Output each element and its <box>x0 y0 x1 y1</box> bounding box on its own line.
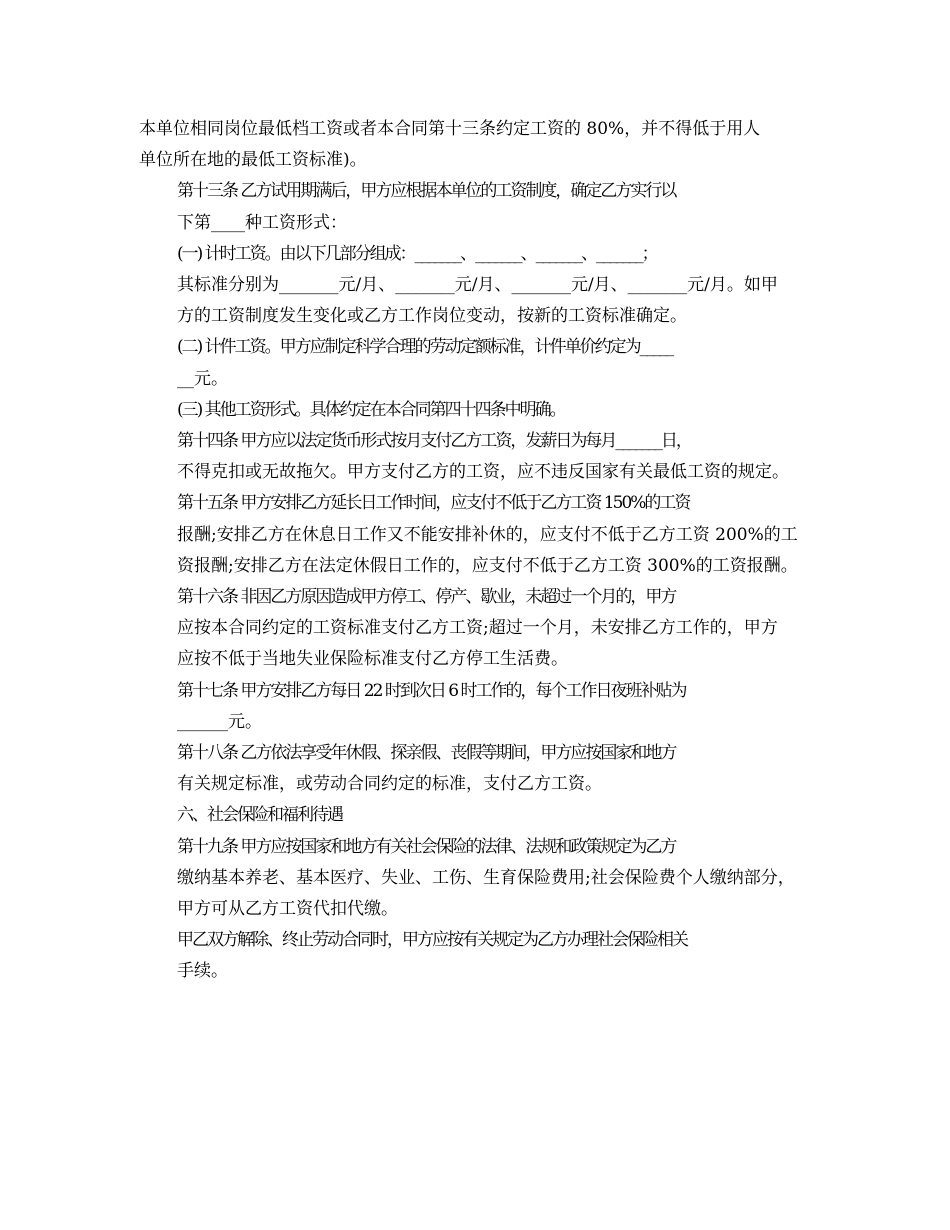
text-line: 第十五条 甲方安排乙方延长日工作时间，应支付不低于乙方工资 150%的工资 <box>177 493 690 514</box>
paragraph-art-13-1 <box>139 239 813 333</box>
paragraph-p-continuation <box>139 114 813 176</box>
text-line: (一) 计时工资。由以下几部分组成：_______、_______、_______、_______； <box>177 243 657 264</box>
paragraph-art-19-b <box>139 925 813 987</box>
text-line: __元。 <box>177 368 228 389</box>
text-line: 甲乙双方解除、终止劳动合同时，甲方应按有关规定为乙方办理社会保险相关 <box>177 930 687 951</box>
text-line: (二) 计件工资。甲方应制定科学合理的劳动定额标准，计件单价约定为_____ <box>177 337 673 358</box>
paragraph-art-14 <box>139 426 813 488</box>
text-line: 下第____种工资形式： <box>177 212 347 233</box>
text-line: 报酬;安排乙方在休息日工作又不能安排补休的，应支付不低于乙方工资 200%的工 <box>177 524 798 545</box>
paragraph-art-18 <box>139 738 813 800</box>
text-line: 单位所在地的最低工资标准)。 <box>139 150 367 171</box>
text-line: 应按不低于当地失业保险标准支付乙方停工生活费。 <box>177 649 568 670</box>
document-body <box>139 114 813 988</box>
paragraph-art-13-3 <box>139 395 813 426</box>
text-line: 不得克扣或无故拖欠。甲方支付乙方的工资，应不违反国家有关最低工资的规定。 <box>177 462 789 483</box>
paragraph-art-13 <box>139 176 813 238</box>
paragraph-art-13-2 <box>139 332 813 394</box>
text-line: 方的工资制度发生变化或乙方工作岗位变动，按新的工资标准确定。 <box>177 306 687 327</box>
text-line: 缴纳基本养老、基本医疗、失业、工伤、生育保险费用;社会保险费个人缴纳部分， <box>177 867 795 888</box>
text-line: 手续。 <box>177 961 228 982</box>
paragraph-art-17 <box>139 676 813 738</box>
paragraph-art-15 <box>139 488 813 582</box>
text-line: 第十四条 甲方应以法定货币形式按月支付乙方工资，发薪日为每月_______日， <box>177 431 691 452</box>
text-line: 第十九条 甲方应按国家和地方有关社会保险的法律、法规和政策规定为乙方 <box>177 836 676 857</box>
text-line: (三) 其他工资形式。具体约定在本合同第四十四条中明确。 <box>177 399 565 420</box>
paragraph-art-19 <box>139 832 813 926</box>
paragraph-art-16 <box>139 582 813 676</box>
text-line: 第十三条 乙方试用期满后，甲方应根据本单位的工资制度，确定乙方实行以 <box>177 181 676 202</box>
text-line: ______元。 <box>177 711 262 732</box>
text-line: 资报酬;安排乙方在法定休假日工作的，应支付不低于乙方工资 300%的工资报酬。 <box>177 555 798 576</box>
text-line: 有关规定标准，或劳动合同约定的标准，支付乙方工资。 <box>177 774 602 795</box>
text-line: 六、社会保险和福利待遇 <box>177 805 342 826</box>
text-line: 第十八条 乙方依法享受年休假、探亲假、丧假等期间，甲方应按国家和地方 <box>177 743 676 764</box>
text-line: 第十六条 非因乙方原因造成甲方停工、停产、歇业，未超过一个月的，甲方 <box>177 587 676 608</box>
text-line: 应按本合同约定的工资标准支付乙方工资;超过一个月，未安排乙方工作的，甲方 <box>177 618 778 639</box>
text-line: 第十七条 甲方安排乙方每日 22 时到次日 6 时工作的，每个工作日夜班补贴为 <box>177 680 686 701</box>
text-line: 本单位相同岗位最低档工资或者本合同第十三条约定工资的 80%，并不得低于用人 <box>139 119 761 139</box>
text-line: 其标准分别为_______元/月、_______元/月、_______元/月、_______元/月。如甲 <box>177 275 778 296</box>
text-line: 甲方可从乙方工资代扣代缴。 <box>177 899 398 920</box>
paragraph-section-6 <box>139 800 813 831</box>
